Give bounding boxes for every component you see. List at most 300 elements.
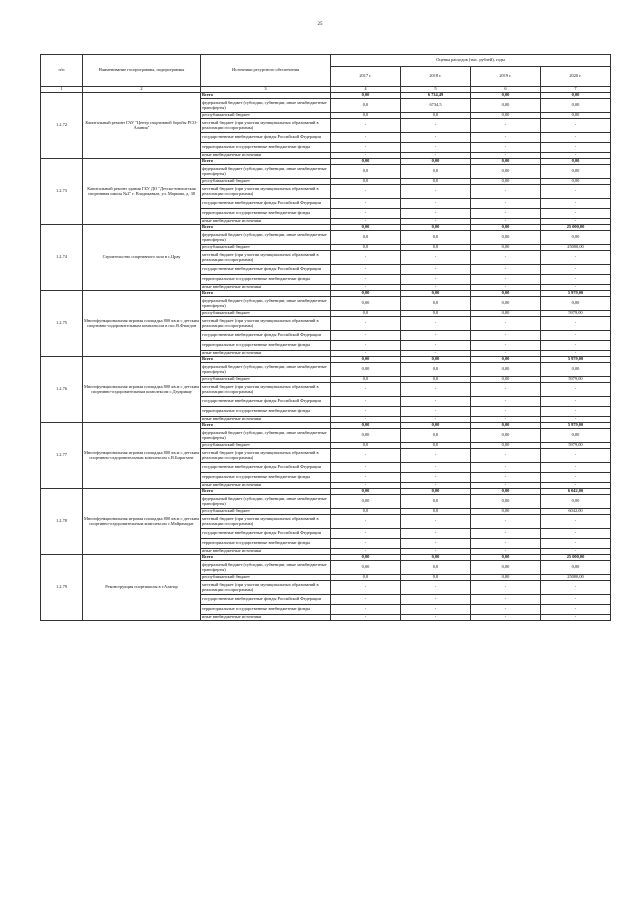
cost-value: - <box>541 185 611 199</box>
funding-source: федеральный бюджет (субсидии, субвенции, иные межбюджетные трансферты) <box>201 297 331 311</box>
cost-value: - <box>401 317 471 331</box>
cost-value: - <box>471 251 541 265</box>
cost-value: 0,0 <box>401 509 471 515</box>
funding-source: федеральный бюджет (субсидии, субвенции, иные межбюджетные трансферты) <box>201 429 331 443</box>
cost-value: - <box>401 209 471 219</box>
funding-source: республиканский бюджет <box>201 443 331 449</box>
cost-value: 0,00 <box>331 489 401 495</box>
funding-source: федеральный бюджет (субсидии, субвенции, иные межбюджетные трансферты) <box>201 231 331 245</box>
project-name: Многофункциональная игровая площадка 800 кв.м с детским спортивно-оздоровительным комплексом с.В.Бирагзанг <box>83 423 201 489</box>
funding-source: республиканский бюджет <box>201 113 331 119</box>
funding-source: Всего <box>201 489 331 495</box>
cost-value: - <box>401 351 471 357</box>
cost-value: 0,0 <box>401 429 471 443</box>
cost-value: 0,00 <box>331 159 401 165</box>
cost-value: 0,00 <box>471 495 541 509</box>
funding-source: иные внебюджетные источники <box>201 417 331 423</box>
cost-value: 0,00 <box>471 165 541 179</box>
cost-value: 0,00 <box>331 561 401 575</box>
cost-value: - <box>471 615 541 621</box>
funding-source: территориальные государственные внебюджетные фонды <box>201 605 331 615</box>
cost-value: - <box>541 595 611 605</box>
cost-value: 0,00 <box>471 555 541 561</box>
cost-value: 0,0 <box>331 165 401 179</box>
funding-source: государственные внебюджетные фонды Российской Федерации <box>201 331 331 341</box>
funding-source: республиканский бюджет <box>201 245 331 251</box>
funding-source: местный бюджет (при участии муниципальных образований в реализации госпрограммы) <box>201 317 331 331</box>
cost-value: - <box>541 351 611 357</box>
cost-value: - <box>401 473 471 483</box>
cost-value: - <box>401 605 471 615</box>
cost-value: 0,0 <box>401 363 471 377</box>
cost-value: - <box>541 529 611 539</box>
cost-value: - <box>541 317 611 331</box>
cost-value: 6042,00 <box>541 509 611 515</box>
cost-value: 0,00 <box>471 489 541 495</box>
cost-value: 0,00 <box>471 443 541 449</box>
cost-value: - <box>471 581 541 595</box>
cost-value: 0,00 <box>471 113 541 119</box>
project-number: 1.2.73 <box>41 159 83 225</box>
cost-value: - <box>471 407 541 417</box>
cost-value: 0,00 <box>401 489 471 495</box>
cost-value: - <box>471 463 541 473</box>
budget-table <box>40 54 611 621</box>
funding-source: местный бюджет (при участии муниципальных образований в реализации госпрограммы) <box>201 515 331 529</box>
cost-value: - <box>331 605 401 615</box>
cost-value: - <box>401 449 471 463</box>
funding-source: Всего <box>201 357 331 363</box>
cost-value: 0,00 <box>471 245 541 251</box>
funding-source: иные внебюджетные источники <box>201 615 331 621</box>
header-source: Источники ресурсного обеспечения <box>201 55 331 87</box>
cost-value: 0,00 <box>541 165 611 179</box>
funding-source: федеральный бюджет (субсидии, субвенции, иные межбюджетные трансферты) <box>201 363 331 377</box>
index-cell: 4 <box>331 87 401 93</box>
funding-source: республиканский бюджет <box>201 311 331 317</box>
funding-source: государственные внебюджетные фонды Российской Федерации <box>201 529 331 539</box>
header-year: 2020 г. <box>541 67 611 87</box>
cost-value: - <box>471 153 541 159</box>
cost-value: - <box>401 407 471 417</box>
index-cell: 2 <box>83 87 201 93</box>
cost-value: - <box>471 199 541 209</box>
cost-value: 0,00 <box>331 291 401 297</box>
cost-value: - <box>401 595 471 605</box>
page-number: 25 <box>317 22 323 27</box>
cost-value: - <box>331 185 401 199</box>
cost-value: - <box>401 549 471 555</box>
cost-value: 0,00 <box>541 297 611 311</box>
cost-value: 0,0 <box>401 575 471 581</box>
cost-value: 0,0 <box>331 443 401 449</box>
cost-value: - <box>331 615 401 621</box>
cost-value: - <box>541 275 611 285</box>
cost-value: - <box>541 265 611 275</box>
funding-source: государственные внебюджетные фонды Российской Федерации <box>201 265 331 275</box>
header-cost-group: Оценка расходов (тыс. рублей), годы <box>331 55 611 67</box>
cost-value: - <box>541 581 611 595</box>
cost-value: - <box>541 331 611 341</box>
cost-value: 0,00 <box>471 363 541 377</box>
cost-value: - <box>401 483 471 489</box>
cost-value: - <box>401 219 471 225</box>
cost-value: - <box>401 539 471 549</box>
cost-value: 5979,00 <box>541 443 611 449</box>
project-number: 1.2.75 <box>41 291 83 357</box>
header-year: 2019 г. <box>471 67 541 87</box>
cost-value: - <box>331 407 401 417</box>
cost-value: - <box>471 285 541 291</box>
cost-value: - <box>401 119 471 133</box>
cost-value: 0,0 <box>401 113 471 119</box>
cost-value: 0,00 <box>331 363 401 377</box>
cost-value: 0,0 <box>331 231 401 245</box>
funding-source: государственные внебюджетные фонды Российской Федерации <box>201 397 331 407</box>
cost-value: 0,00 <box>541 363 611 377</box>
cost-value: 0,0 <box>401 297 471 311</box>
cost-value: 0,00 <box>471 159 541 165</box>
cost-value: 0,00 <box>401 225 471 231</box>
cost-value: - <box>331 473 401 483</box>
cost-value: 0,0 <box>331 311 401 317</box>
cost-value: - <box>541 515 611 529</box>
cost-value: - <box>471 483 541 489</box>
cost-value: - <box>541 153 611 159</box>
cost-value: 0,00 <box>541 495 611 509</box>
cost-value: 0,00 <box>471 575 541 581</box>
cost-value: - <box>541 397 611 407</box>
funding-source: республиканский бюджет <box>201 179 331 185</box>
cost-value: 0,00 <box>331 357 401 363</box>
header-year: 2018 г. <box>401 67 471 87</box>
cost-value: 6734,5 <box>401 99 471 113</box>
cost-value: 0,00 <box>471 311 541 317</box>
header-year: 2017 г. <box>331 67 401 87</box>
cost-value: 0,00 <box>471 93 541 99</box>
project-name: Капитальный ремонт здания ГБУ ДО "Детско-юношеская спортивная школа №2" г. Владикавказ, ул. Маркова, д. 38 <box>83 159 201 225</box>
header-name: Наименование госпрограммы, подпрограммы <box>83 55 201 87</box>
cost-value: 5 979,00 <box>541 423 611 429</box>
index-cell: 3 <box>201 87 331 93</box>
funding-source: иные внебюджетные источники <box>201 285 331 291</box>
cost-value: - <box>331 383 401 397</box>
cost-value: - <box>331 341 401 351</box>
cost-value: 6 042,00 <box>541 489 611 495</box>
cost-value: 0,00 <box>471 357 541 363</box>
project-number: 1.2.79 <box>41 555 83 621</box>
cost-value: - <box>471 331 541 341</box>
project-name: Капитальный ремонт ГАУ "Центр спортивной борьбы РСО-Алания" <box>83 93 201 159</box>
funding-source: республиканский бюджет <box>201 377 331 383</box>
cost-value: - <box>471 341 541 351</box>
cost-value: 6 734,49 <box>401 93 471 99</box>
cost-value: 0,00 <box>331 225 401 231</box>
cost-value: - <box>331 119 401 133</box>
funding-source: государственные внебюджетные фонды Российской Федерации <box>201 133 331 143</box>
funding-source: территориальные государственные внебюджетные фонды <box>201 341 331 351</box>
cost-value: - <box>401 463 471 473</box>
cost-value: 0,00 <box>471 377 541 383</box>
cost-value: - <box>471 275 541 285</box>
cost-value: 25000,00 <box>541 575 611 581</box>
cost-value: - <box>331 539 401 549</box>
funding-source: иные внебюджетные источники <box>201 549 331 555</box>
index-cell: 5 <box>401 87 471 93</box>
funding-source: иные внебюджетные источники <box>201 219 331 225</box>
project-number: 1.2.78 <box>41 489 83 555</box>
cost-value: 0,0 <box>331 575 401 581</box>
cost-value: - <box>541 341 611 351</box>
funding-source: государственные внебюджетные фонды Российской Федерации <box>201 595 331 605</box>
cost-value: 0,0 <box>331 245 401 251</box>
cost-value: 0,00 <box>541 113 611 119</box>
cost-value: - <box>331 285 401 291</box>
cost-value: - <box>541 549 611 555</box>
index-cell: 1 <box>41 87 83 93</box>
cost-value: - <box>541 219 611 225</box>
project-number: 1.2.77 <box>41 423 83 489</box>
cost-value: - <box>331 209 401 219</box>
cost-value: - <box>331 483 401 489</box>
funding-source: Всего <box>201 93 331 99</box>
project-number: 1.2.74 <box>41 225 83 291</box>
funding-source: местный бюджет (при участии муниципальных образований в реализации госпрограммы) <box>201 185 331 199</box>
funding-source: иные внебюджетные источники <box>201 153 331 159</box>
cost-value: - <box>401 417 471 423</box>
cost-value: 25 000,00 <box>541 555 611 561</box>
funding-source: местный бюджет (при участии муниципальных образований в реализации госпрограммы) <box>201 581 331 595</box>
cost-value: - <box>541 463 611 473</box>
cost-value: 0,00 <box>401 159 471 165</box>
cost-value: 0,0 <box>401 165 471 179</box>
cost-value: 0,0 <box>331 377 401 383</box>
cost-value: 0,00 <box>541 429 611 443</box>
cost-value: - <box>471 383 541 397</box>
cost-value: 0,00 <box>541 159 611 165</box>
cost-value: - <box>541 407 611 417</box>
funding-source: территориальные государственные внебюджетные фонды <box>201 275 331 285</box>
header-num: п/п <box>41 55 83 87</box>
cost-value: 0,00 <box>471 231 541 245</box>
cost-value: - <box>401 331 471 341</box>
cost-value: - <box>541 449 611 463</box>
cost-value: - <box>401 143 471 153</box>
cost-value: - <box>331 515 401 529</box>
cost-value: - <box>401 153 471 159</box>
cost-value: - <box>471 143 541 153</box>
cost-value: - <box>541 119 611 133</box>
cost-value: 0,00 <box>471 99 541 113</box>
cost-value: - <box>331 529 401 539</box>
cost-value: - <box>471 133 541 143</box>
cost-value: 0,00 <box>331 555 401 561</box>
cost-value: - <box>401 383 471 397</box>
funding-source: территориальные государственные внебюджетные фонды <box>201 143 331 153</box>
cost-value: - <box>541 483 611 489</box>
cost-value: - <box>331 397 401 407</box>
funding-source: федеральный бюджет (субсидии, субвенции, иные межбюджетные трансферты) <box>201 561 331 575</box>
cost-value: - <box>471 539 541 549</box>
cost-value: 5979,00 <box>541 377 611 383</box>
project-name: Строительство спортивного зала в с.Црау <box>83 225 201 291</box>
cost-value: - <box>401 185 471 199</box>
funding-source: Всего <box>201 159 331 165</box>
cost-value: 25000,00 <box>541 245 611 251</box>
cost-value: 0,00 <box>471 423 541 429</box>
funding-source: иные внебюджетные источники <box>201 351 331 357</box>
cost-value: - <box>471 473 541 483</box>
cost-value: - <box>401 199 471 209</box>
cost-value: - <box>331 449 401 463</box>
cost-value: 0,00 <box>541 93 611 99</box>
cost-value: 5979,00 <box>541 311 611 317</box>
index-cell: 6 <box>471 87 541 93</box>
cost-value: 0,00 <box>471 297 541 311</box>
cost-value: - <box>331 275 401 285</box>
cost-value: 0,00 <box>471 225 541 231</box>
funding-source: местный бюджет (при участии муниципальных образований в реализации госпрограммы) <box>201 119 331 133</box>
cost-value: 0,0 <box>331 509 401 515</box>
funding-source: Всего <box>201 291 331 297</box>
cost-value: - <box>331 265 401 275</box>
funding-source: Всего <box>201 423 331 429</box>
cost-value: 25 000,00 <box>541 225 611 231</box>
cost-value: - <box>471 351 541 357</box>
cost-value: - <box>471 219 541 225</box>
cost-value: - <box>401 133 471 143</box>
cost-value: 0,00 <box>401 291 471 297</box>
cost-value: 0,00 <box>541 179 611 185</box>
cost-value: - <box>331 219 401 225</box>
project-name: Многофункциональная игровая площадка 800 кв.м с детским спортивно-оздоровительным комплексом с.Дзуарикау <box>83 357 201 423</box>
cost-value: - <box>471 529 541 539</box>
funding-source: государственные внебюджетные фонды Российской Федерации <box>201 463 331 473</box>
cost-value: - <box>471 185 541 199</box>
cost-value: 0,00 <box>471 561 541 575</box>
cost-value: - <box>401 515 471 529</box>
project-number: 1.2.76 <box>41 357 83 423</box>
cost-value: - <box>541 199 611 209</box>
funding-source: федеральный бюджет (субсидии, субвенции, иные межбюджетные трансферты) <box>201 99 331 113</box>
cost-value: - <box>471 397 541 407</box>
funding-source: местный бюджет (при участии муниципальных образований в реализации госпрограммы) <box>201 449 331 463</box>
cost-value: 0,0 <box>401 443 471 449</box>
funding-source: федеральный бюджет (субсидии, субвенции, иные межбюджетные трансферты) <box>201 165 331 179</box>
cost-value: 0,00 <box>331 423 401 429</box>
funding-source: Всего <box>201 225 331 231</box>
cost-value: - <box>471 265 541 275</box>
cost-value: 0,00 <box>471 509 541 515</box>
cost-value: - <box>541 417 611 423</box>
cost-value: - <box>331 463 401 473</box>
cost-value: 0,00 <box>541 561 611 575</box>
cost-value: - <box>331 549 401 555</box>
cost-value: - <box>331 133 401 143</box>
cost-value: - <box>541 143 611 153</box>
cost-value: 0,00 <box>331 495 401 509</box>
cost-value: 0,00 <box>541 99 611 113</box>
project-number: 1.2.72 <box>41 93 83 159</box>
cost-value: - <box>541 133 611 143</box>
funding-source: территориальные государственные внебюджетные фонды <box>201 407 331 417</box>
funding-source: местный бюджет (при участии муниципальных образований в реализации госпрограммы) <box>201 251 331 265</box>
table-body <box>41 93 611 621</box>
cost-value: - <box>541 615 611 621</box>
cost-value: - <box>541 605 611 615</box>
index-cell: 7 <box>541 87 611 93</box>
cost-value: - <box>331 317 401 331</box>
cost-value: 0,00 <box>471 179 541 185</box>
cost-value: - <box>401 581 471 595</box>
funding-source: территориальные государственные внебюджетные фонды <box>201 473 331 483</box>
cost-value: - <box>401 285 471 291</box>
funding-source: местный бюджет (при участии муниципальных образований в реализации госпрограммы) <box>201 383 331 397</box>
cost-value: 0,0 <box>401 495 471 509</box>
project-name: Многофункциональная игровая площадка 800 кв.м с детским спортивно-оздоровительным комплексом с.Майрамадаг <box>83 489 201 555</box>
cost-value: - <box>331 153 401 159</box>
cost-value: - <box>471 209 541 219</box>
cost-value: - <box>331 143 401 153</box>
cost-value: - <box>331 417 401 423</box>
cost-value: 0,0 <box>401 377 471 383</box>
funding-source: федеральный бюджет (субсидии, субвенции, иные межбюджетные трансферты) <box>201 495 331 509</box>
funding-source: республиканский бюджет <box>201 575 331 581</box>
cost-value: - <box>331 331 401 341</box>
cost-value: - <box>541 209 611 219</box>
cost-value: - <box>401 251 471 265</box>
funding-source: территориальные государственные внебюджетные фонды <box>201 209 331 219</box>
cost-value: - <box>471 605 541 615</box>
cost-value: - <box>401 275 471 285</box>
cost-value: - <box>541 285 611 291</box>
cost-value: - <box>331 199 401 209</box>
cost-value: 0,0 <box>331 113 401 119</box>
cost-value: - <box>401 615 471 621</box>
funding-source: государственные внебюджетные фонды Российской Федерации <box>201 199 331 209</box>
funding-source: республиканский бюджет <box>201 509 331 515</box>
cost-value: - <box>471 549 541 555</box>
cost-value: 5 979,00 <box>541 357 611 363</box>
cost-value: - <box>471 317 541 331</box>
cost-value: - <box>401 529 471 539</box>
cost-value: 0,00 <box>401 357 471 363</box>
cost-value: 0,0 <box>331 99 401 113</box>
cost-value: 0,00 <box>401 555 471 561</box>
cost-value: - <box>331 581 401 595</box>
cost-value: - <box>541 473 611 483</box>
cost-value: 0,00 <box>331 93 401 99</box>
project-name: Многофункциональная игровая площадка 800 кв.м с детским спортивно-оздоровительным комплексом в пос.В.Фиагдон <box>83 291 201 357</box>
cost-value: 0,0 <box>401 311 471 317</box>
cost-value: - <box>401 397 471 407</box>
cost-value: 0,0 <box>401 245 471 251</box>
cost-value: 0,00 <box>471 291 541 297</box>
project-name: Реконструкция спортшколы в г.Алагир <box>83 555 201 621</box>
cost-value: 0,0 <box>401 179 471 185</box>
cost-value: 0,00 <box>471 429 541 443</box>
cost-value: 0,0 <box>401 231 471 245</box>
cost-value: 0,00 <box>541 231 611 245</box>
cost-value: 5 979,00 <box>541 291 611 297</box>
cost-value: 0,00 <box>401 423 471 429</box>
cost-value: - <box>331 251 401 265</box>
cost-value: - <box>541 251 611 265</box>
cost-value: - <box>471 595 541 605</box>
cost-value: 0,0 <box>331 179 401 185</box>
cost-value: - <box>471 515 541 529</box>
cost-value: - <box>471 449 541 463</box>
